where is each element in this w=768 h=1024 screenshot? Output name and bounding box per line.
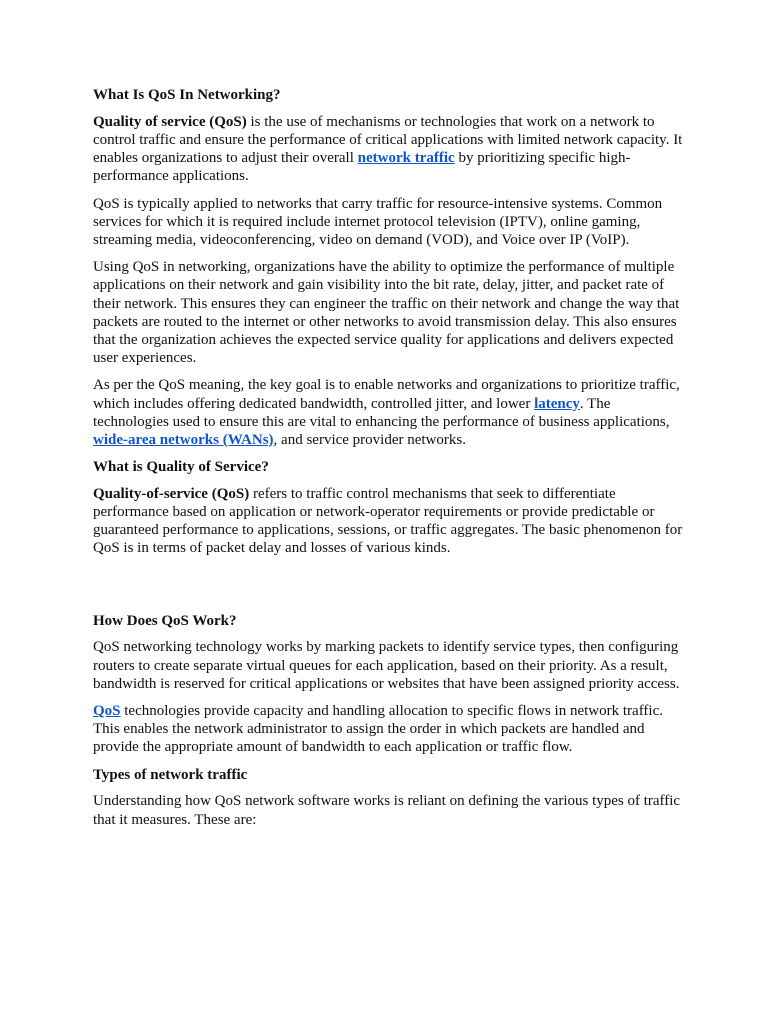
bold-term-quality-of-service-hyphenated: Quality-of-service (QoS)	[93, 485, 250, 502]
link-qos[interactable]: QoS	[93, 702, 121, 719]
blank-space	[93, 567, 683, 612]
paragraph-qos-control-mechanisms	[93, 485, 683, 558]
heading-what-is-qos-in-networking: What Is QoS In Networking?	[93, 87, 281, 103]
paragraph-qos-optimization: Using QoS in networking, organizations have the ability to optimize the performance of multiple applications on their network and gain visibility into the bit rate, delay, jitter, and packet rate of their network. This ensures they can engineer the traffic on their network and change the way that packets are routed to the internet or other networks to avoid transmission delay. This also ensures that the organization achieves the expected service quality for applications and delivers expected user experiences.	[93, 259, 680, 367]
paragraph-text: As per the QoS meaning, the key goal is to enable networks and organizations to prioritize traffic, which includes offering dedicated bandwidth, controlled jitter, and lower	[93, 377, 680, 412]
heading-what-is-quality-of-service: What is Quality of Service?	[93, 459, 269, 476]
paragraph-qos-capacity-allocation	[93, 702, 683, 757]
paragraph-text: , and service provider networks.	[273, 431, 466, 448]
document-page	[93, 86, 683, 838]
paragraph-qos-goal	[93, 376, 683, 449]
paragraph-text: is the use of mechanisms or technologies that work on a network to control traffic and ensure the performance of critical applications with limited network capacity. It enables organizations to adjust their overall	[93, 113, 683, 167]
paragraph-qos-marking-packets: QoS networking technology works by marking packets to identify service types, then configuring routers to create separate virtual queues for each application, based on their priority. As a result, bandwidth is reserved for critical applications or websites that have been assigned priority access.	[93, 639, 680, 692]
link-network-traffic[interactable]: network traffic	[357, 150, 455, 167]
bold-term-quality-of-service: Quality of service (QoS)	[93, 113, 247, 130]
paragraph-qos-definition	[93, 113, 683, 186]
heading-types-of-network-traffic: Types of network traffic	[93, 766, 248, 783]
heading-how-does-qos-work: How Does QoS Work?	[93, 612, 237, 629]
paragraph-text: technologies provide capacity and handling allocation to specific flows in network traffic. This enables the network administrator to assign the order in which packets are handled and provide the appropriate amount of bandwidth to each application or traffic flow.	[93, 702, 663, 756]
link-wide-area-networks[interactable]: wide-area networks (WANs)	[93, 431, 274, 448]
paragraph-qos-applications: QoS is typically applied to networks that carry traffic for resource-intensive systems. Common services for which it is required include internet protocol television (IPTV), online gaming, streaming media, videoconferencing, video on demand (VOD), and Voice over IP (VoIP).	[93, 195, 663, 248]
paragraph-traffic-types-intro: Understanding how QoS network software works is reliant on defining the various types of traffic that it measures. These are:	[93, 793, 681, 828]
paragraph-text: refers to traffic control mechanisms that seek to differentiate performance based on application or network-operator requirements or provide predictable or guaranteed performance to applications, sessions, or traffic aggregates. The basic phenomenon for QoS is in terms of packet delay and losses of various kinds.	[93, 485, 683, 557]
paragraph-text: . The technologies used to ensure this are vital to enhancing the performance of business applications,	[93, 395, 670, 430]
paragraph-text: by prioritizing specific high-performance applications.	[93, 150, 631, 185]
link-latency[interactable]: latency	[534, 395, 580, 412]
